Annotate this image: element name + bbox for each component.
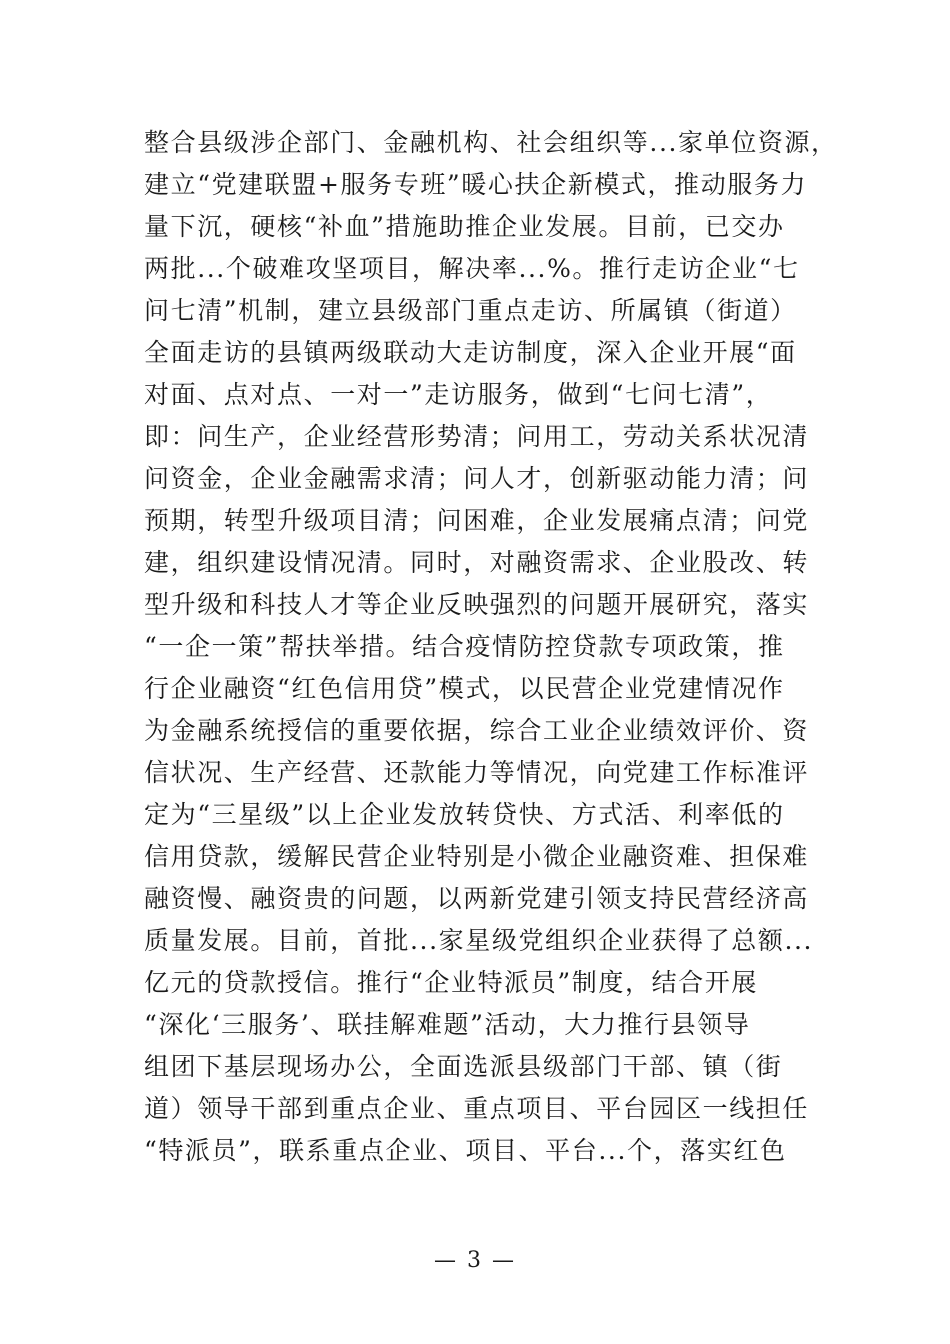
text-line: 行企业融资“红色信用贷”模式，以民营企业党建情况作 — [144, 674, 785, 703]
text-line: 两批...个破难攻坚项目，解决率...%。推行走访企业“七 — [144, 254, 800, 283]
text-line: 道）领导干部到重点企业、重点项目、平台园区一线担任 — [144, 1094, 810, 1123]
text-line: 组团下基层现场办公，全面选派县级部门干部、镇（街 — [144, 1052, 783, 1081]
text-line: 定为“三星级”以上企业发放转贷快、方式活、利率低的 — [144, 800, 785, 829]
text-line: “特派员”，联系重点企业、项目、平台...个，落实红色 — [144, 1136, 787, 1165]
text-line: 信状况、生产经营、还款能力等情况，向党建工作标准评 — [144, 758, 810, 787]
text-line: 型升级和科技人才等企业反映强烈的问题开展研究，落实 — [144, 590, 810, 619]
text-line: 问七清”机制，建立县级部门重点走访、所属镇（街道） — [144, 296, 797, 325]
text-line: 即：问生产，企业经营形势清；问用工，劳动关系状况清 — [144, 422, 810, 451]
page-number: — 3 — — [434, 1248, 516, 1273]
text-line: 问资金，企业金融需求清；问人才，创新驱动能力清；问 — [144, 464, 810, 493]
text-line: 全面走访的县镇两级联动大走访制度，深入企业开展“面 — [144, 338, 797, 367]
text-line: 建立“党建联盟+服务专班”暖心扶企新模式，推动服务力 — [144, 170, 808, 199]
text-line: 整合县级涉企部门、金融机构、社会组织等...家单位资源， — [144, 128, 838, 157]
text-line: 融资慢、融资贵的问题，以两新党建引领支持民营经济高 — [144, 884, 810, 913]
text-line: 亿元的贷款授信。推行“企业特派员”制度，结合开展 — [144, 968, 758, 997]
text-line: 对面、点对点、一对一”走访服务，做到“七问七清”， — [144, 380, 773, 409]
text-line: 为金融系统授信的重要依据，综合工业企业绩效评价、资 — [144, 716, 810, 745]
text-line: “一企一策”帮扶举措。结合疫情防控贷款专项政策，推 — [144, 632, 785, 661]
body-paragraph — [144, 122, 844, 1172]
text-line: 预期，转型升级项目清；问困难，企业发展痛点清；问党 — [144, 506, 810, 535]
text-line: 质量发展。目前，首批...家星级党组织企业获得了总额... — [144, 926, 814, 955]
text-line: 建，组织建设情况清。同时，对融资需求、企业股改、转 — [144, 548, 810, 577]
text-line: “深化‘三服务’、联挂解难题”活动，大力推行县领导 — [144, 1010, 751, 1039]
text-line: 信用贷款，缓解民营企业特别是小微企业融资难、担保难 — [144, 842, 810, 871]
text-line: 量下沉，硬核“补血”措施助推企业发展。目前，已交办 — [144, 212, 785, 241]
